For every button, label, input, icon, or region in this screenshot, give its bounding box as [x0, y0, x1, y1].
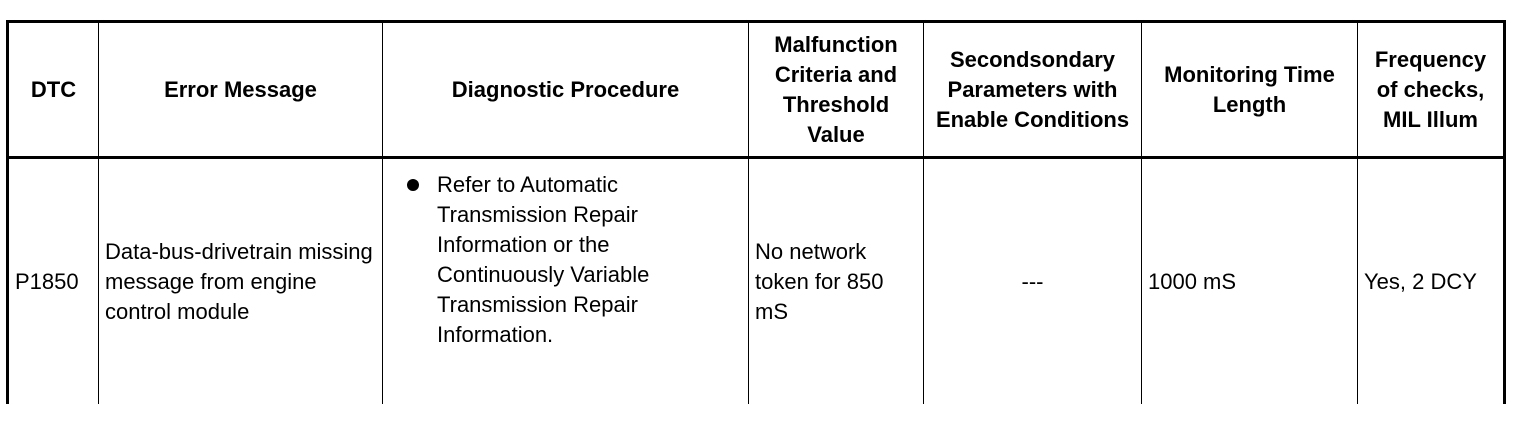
header-error-message: Error Message	[99, 23, 383, 156]
header-diagnostic-procedure: Diagnostic Procedure	[383, 23, 749, 156]
procedure-list-item	[389, 170, 742, 350]
dtc-table	[6, 20, 1506, 404]
header-monitoring-time: Monitoring Time Length	[1142, 23, 1358, 156]
header-dtc: DTC	[9, 23, 99, 156]
header-frequency: Frequency of checks, MIL Illum	[1374, 46, 1487, 132]
table-header-row	[9, 23, 1503, 159]
cell-diagnostic-procedure	[383, 159, 749, 404]
cell-error-message: Data-bus-drivetrain missing message from engine control module	[99, 159, 383, 404]
procedure-text: Refer to Automatic Transmission Repair Information or the Continuously Variable Transmission Repair Information.	[437, 172, 650, 347]
cell-monitoring-time: 1000 mS	[1142, 159, 1358, 404]
cell-frequency: Yes, 2 DCY	[1364, 268, 1477, 294]
cell-secondary-parameters: ---	[924, 159, 1142, 404]
table-row	[9, 159, 1503, 404]
header-malfunction-criteria: Malfunction Criteria and Threshold Value	[749, 23, 924, 156]
cell-dtc: P1850	[9, 159, 99, 404]
bullet-icon	[407, 179, 419, 191]
cell-malfunction-criteria: No network token for 850 mS	[749, 159, 924, 404]
header-secondary-parameters: Secondsondary Parameters with Enable Conditions	[924, 23, 1142, 156]
